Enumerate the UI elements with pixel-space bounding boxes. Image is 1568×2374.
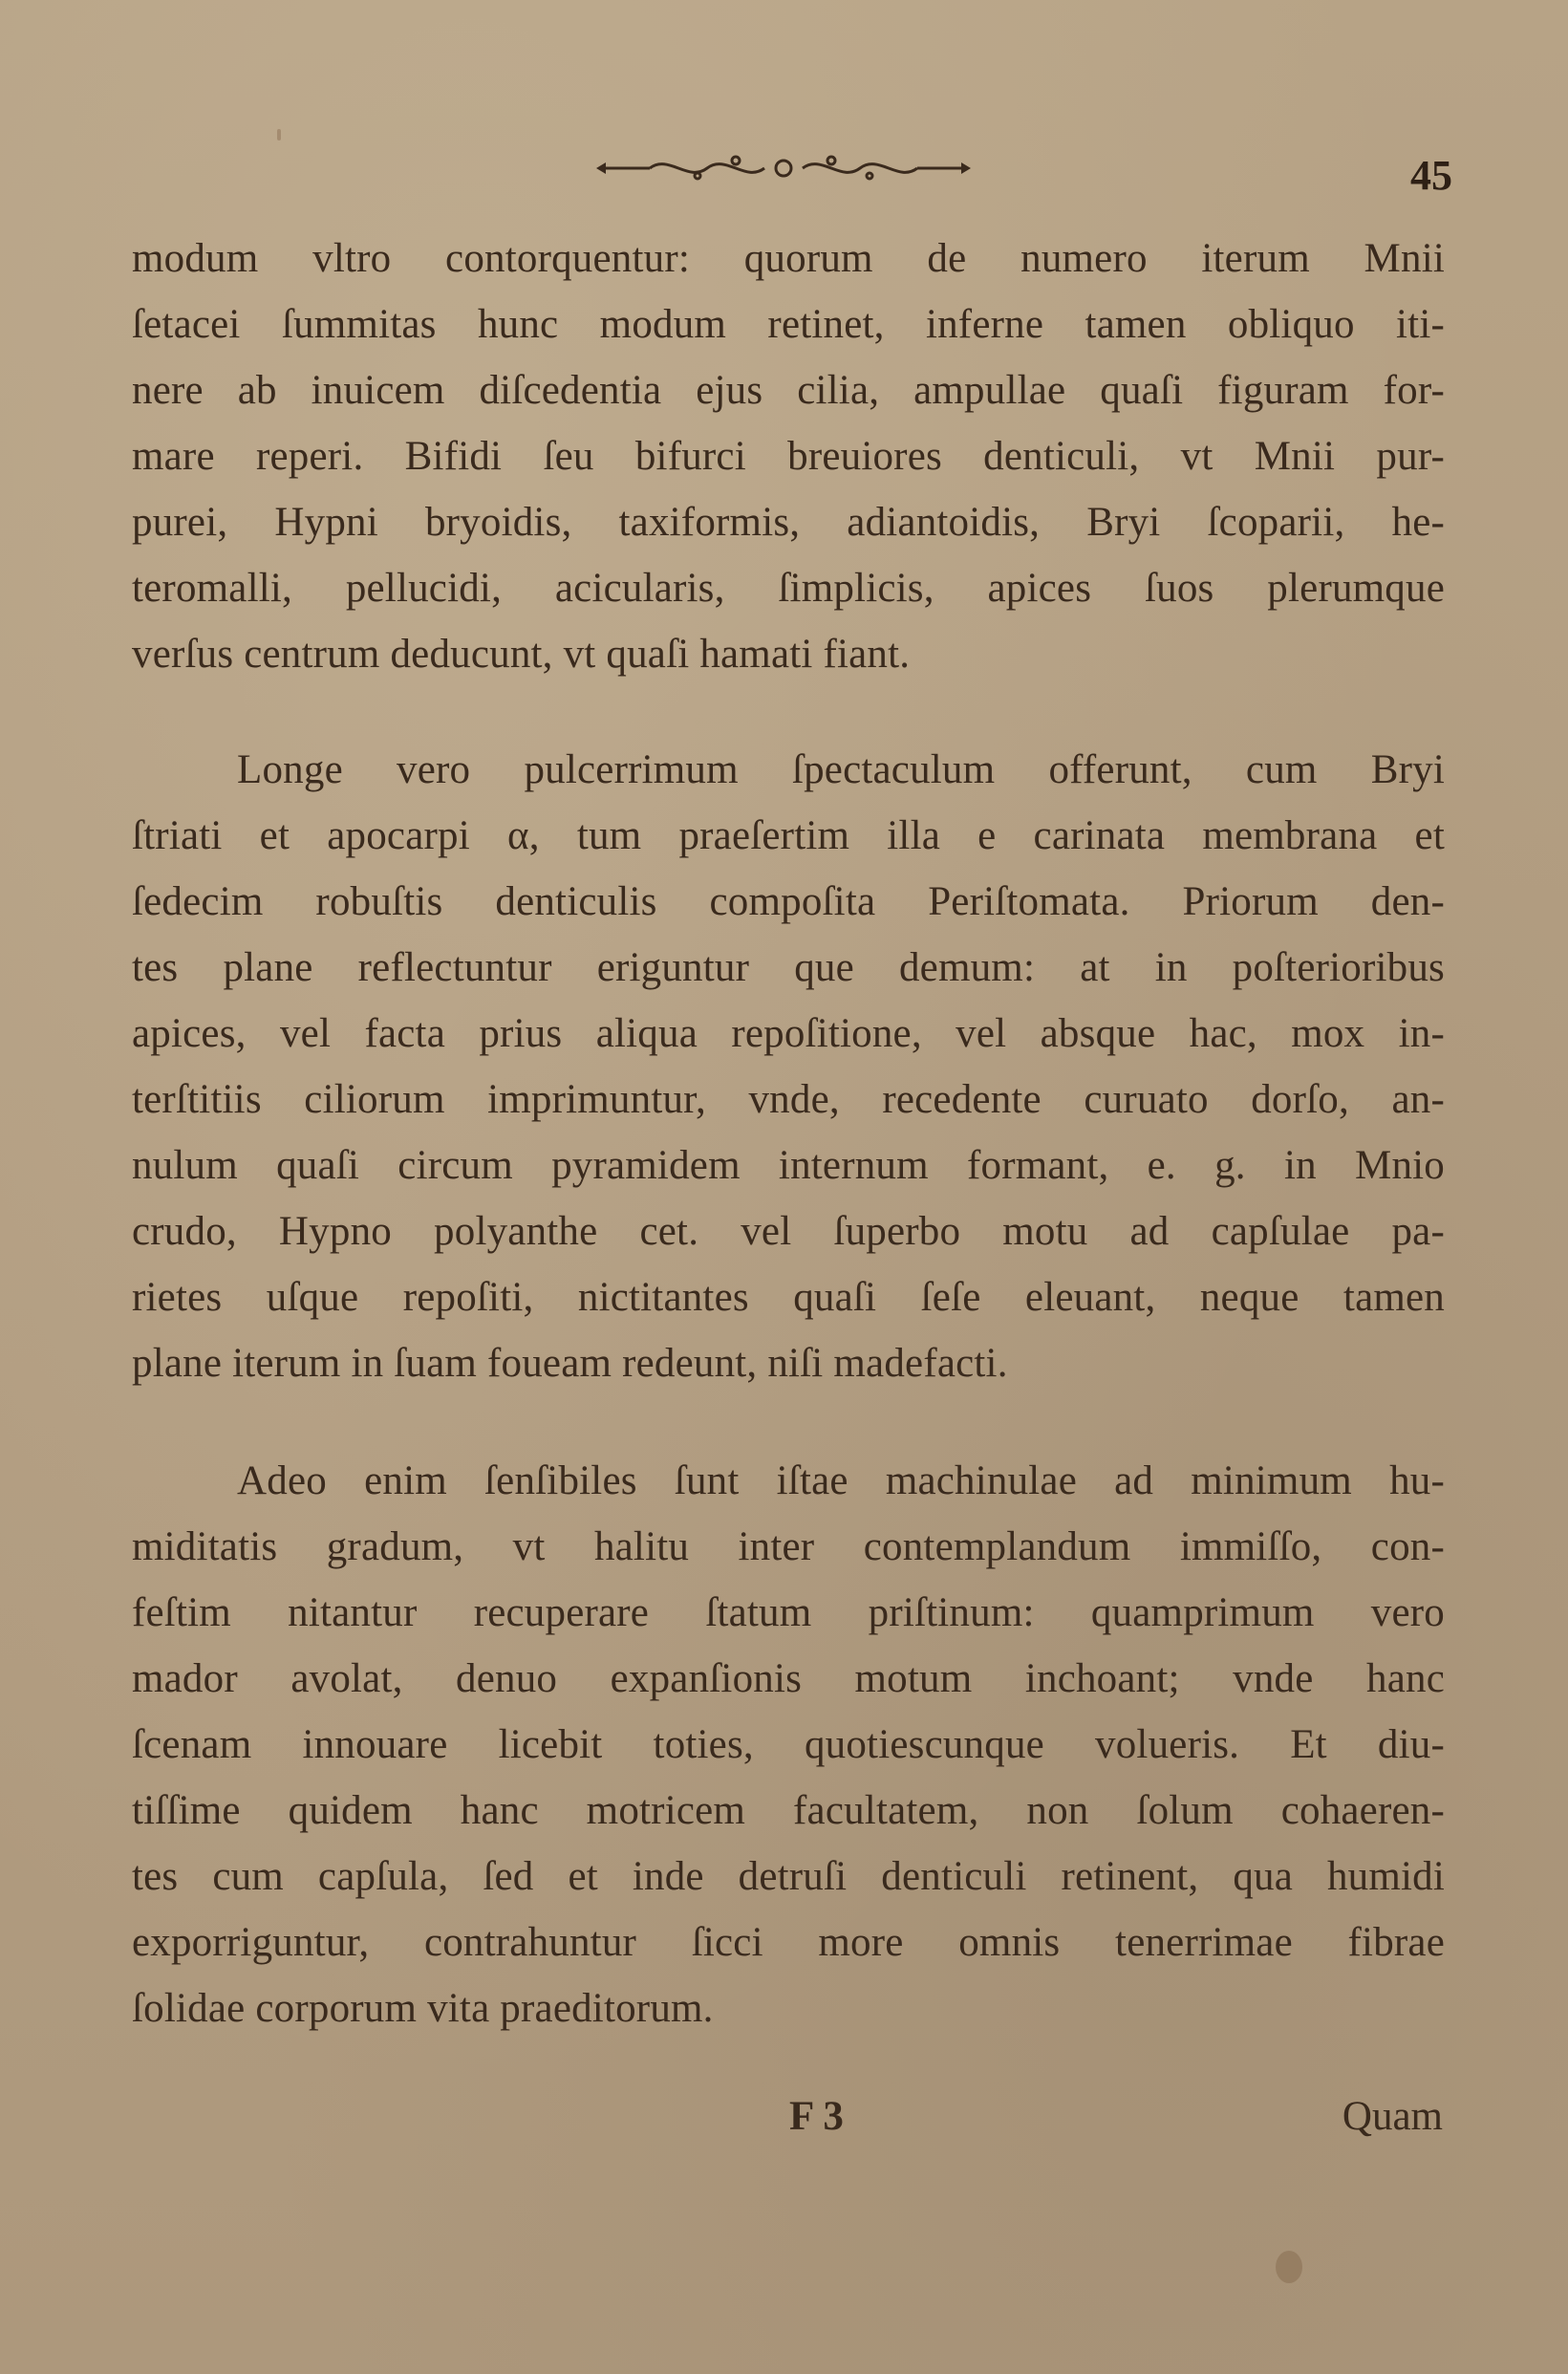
- paper-stain: [277, 129, 281, 140]
- text-line: plane iterum in ſuam foueam redeunt, niſi madefacti.: [132, 1341, 1008, 1386]
- text-line: nulum quaſi circum pyramidem internum formant, e. g. in Mnio: [132, 1143, 1445, 1188]
- text-line: ſetacei ſummitas hunc modum retinet, inferne tamen obliquo iti-: [132, 302, 1445, 347]
- text-line: ſcenam innouare licebit toties, quotiescunque volueris. Et diu-: [132, 1722, 1445, 1767]
- catchword: Quam: [1342, 2094, 1443, 2139]
- text-line: miditatis gradum, vt halitu inter contemplandum immiſſo, con-: [132, 1524, 1445, 1569]
- text-line: rietes uſque repoſiti, nictitantes quaſi ſeſe eleuant, neque tamen: [132, 1275, 1445, 1320]
- text-line: mare reperi. Bifidi ſeu bifurci breuiores denticuli, vt Mnii pur-: [132, 434, 1445, 479]
- paragraph-2: [132, 737, 1445, 1396]
- text-line: teromalli, pellucidi, acicularis, ſimplicis, apices ſuos plerumque: [132, 566, 1445, 611]
- text-line: feſtim nitantur recuperare ſtatum priſtinum: quamprimum vero: [132, 1590, 1445, 1635]
- text-line: terſtitiis ciliorum imprimuntur, vnde, recedente curuato dorſo, an-: [132, 1077, 1445, 1122]
- text-line: ſolidae corporum vita praeditorum.: [132, 1986, 714, 2031]
- page-number: 45: [1410, 152, 1452, 199]
- text-line: tiſſime quidem hanc motricem facultatem, non ſolum cohaeren-: [132, 1788, 1445, 1833]
- paragraph-3: [132, 1448, 1445, 2041]
- text-line: Longe vero pulcerrimum ſpectaculum offerunt, cum Bryi: [237, 747, 1445, 792]
- text-line: crudo, Hypno polyanthe cet. vel ſuperbo motu ad capſulae pa-: [132, 1209, 1445, 1254]
- text-line: ſtriati et apocarpi α, tum praeſertim illa e carinata membrana et: [132, 813, 1445, 858]
- text-line: mador avolat, denuo expanſionis motum inchoant; vnde hanc: [132, 1656, 1445, 1701]
- text-line: tes plane reflectuntur eriguntur que demum: at in poſterioribus: [132, 945, 1445, 990]
- text-line: ſedecim robuſtis denticulis compoſita Periſtomata. Priorum den-: [132, 879, 1445, 924]
- paper-stain: [1276, 2251, 1302, 2283]
- text-line: apices, vel facta prius aliqua repoſitione, vel absque hac, mox in-: [132, 1011, 1445, 1056]
- text-line: exporriguntur, contrahuntur ſicci more omnis tenerrimae fibrae: [132, 1920, 1445, 1965]
- text-line: Adeo enim ſenſibiles ſunt iſtae machinulae ad minimum hu-: [237, 1458, 1445, 1503]
- text-line: verſus centrum deducunt, vt quaſi hamati fiant.: [132, 632, 911, 677]
- signature-mark: F 3: [789, 2094, 844, 2139]
- text-line: modum vltro contorquentur: quorum de numero iterum Mnii: [132, 236, 1445, 281]
- paragraph-1: [132, 226, 1445, 687]
- text-line: nere ab inuicem diſcedentia ejus cilia, ampullae quaſi figuram for-: [132, 368, 1445, 413]
- text-line: purei, Hypni bryoidis, taxiformis, adiantoidis, Bryi ſcoparii, he-: [132, 500, 1445, 545]
- headpiece-ornament: [592, 149, 975, 187]
- text-line: tes cum capſula, ſed et inde detruſi denticuli retinent, qua humidi: [132, 1854, 1445, 1899]
